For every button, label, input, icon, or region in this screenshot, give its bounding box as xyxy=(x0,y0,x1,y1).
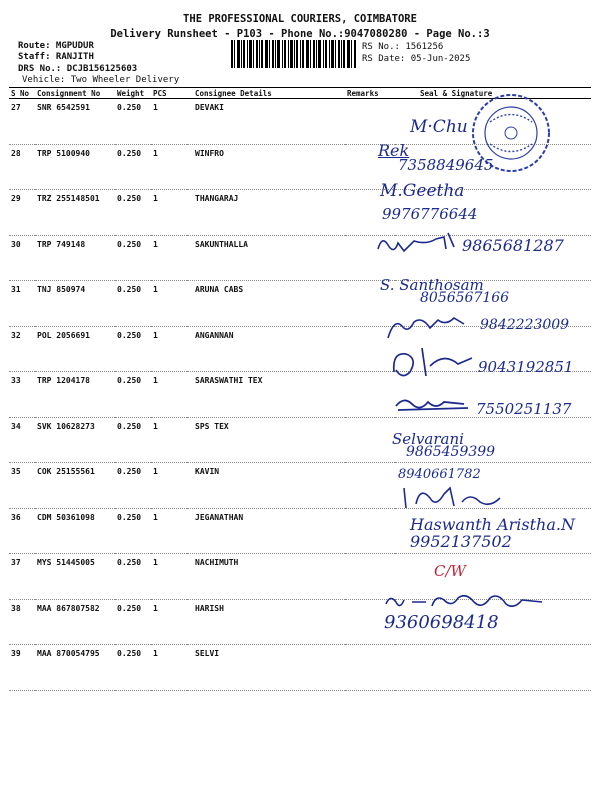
row-consignee: SELVI xyxy=(187,645,345,691)
row-consignee: DEVAKI xyxy=(187,99,345,145)
row-consignee: NACHIMUTH xyxy=(187,554,345,600)
scribbled-signature xyxy=(382,590,552,614)
row-weight: 0.250 xyxy=(115,599,151,645)
scribbled-signature xyxy=(400,484,520,512)
drs-label: DRS No.: DCJB156125603 xyxy=(18,64,138,74)
handwritten-phone: 9865681287 xyxy=(462,236,564,255)
row-sno: 28 xyxy=(9,144,35,190)
handwritten-phone: 8056567166 xyxy=(420,290,510,306)
row-consignment: POL 2056691 xyxy=(35,326,115,372)
route-label: Route: MGPUDUR xyxy=(18,41,94,51)
handwritten-phone: 8940661782 xyxy=(398,467,481,482)
row-sno: 33 xyxy=(9,372,35,418)
row-consignment: TRZ 255148501 xyxy=(35,190,115,236)
row-sno: 27 xyxy=(9,99,35,145)
handwritten-phone: 9976776644 xyxy=(382,205,478,223)
row-sno: 36 xyxy=(9,508,35,554)
col-remarks: Remarks xyxy=(345,88,395,99)
row-sno: 30 xyxy=(9,235,35,281)
row-weight: 0.250 xyxy=(115,281,151,327)
runsheet-subtitle: Delivery Runsheet - P103 - Phone No.:9047080280 - Page No.:3 xyxy=(110,28,490,40)
row-weight: 0.250 xyxy=(115,554,151,600)
row-remarks xyxy=(345,645,395,691)
col-pcs: PCS xyxy=(151,88,187,99)
handwritten-signature: M.Geetha xyxy=(380,181,465,201)
row-consignee: HARISH xyxy=(187,599,345,645)
row-pcs: 1 xyxy=(151,281,187,327)
row-pcs: 1 xyxy=(151,99,187,145)
row-pcs: 1 xyxy=(151,190,187,236)
handwritten-phone: 9043192851 xyxy=(478,358,574,376)
table-row xyxy=(9,645,591,691)
row-consignment: SVK 10628273 xyxy=(35,417,115,463)
row-signature xyxy=(395,645,591,691)
handwritten-signature: S. Santhosam xyxy=(380,276,484,294)
row-consignee: SPS TEX xyxy=(187,417,345,463)
row-weight: 0.250 xyxy=(115,417,151,463)
row-weight: 0.250 xyxy=(115,99,151,145)
row-pcs: 1 xyxy=(151,554,187,600)
handwritten-remark: C/W xyxy=(434,562,466,580)
row-consignment: SNR 6542591 xyxy=(35,99,115,145)
barcode xyxy=(230,40,357,68)
row-remarks xyxy=(345,417,395,463)
row-consignee: THANGARAJ xyxy=(187,190,345,236)
row-pcs: 1 xyxy=(151,144,187,190)
row-consignment: MAA 870054795 xyxy=(35,645,115,691)
vehicle-label: Vehicle: Two Wheeler Delivery xyxy=(22,75,180,85)
col-signature: Seal & Signature xyxy=(395,88,591,99)
row-consignment: MAA 867807582 xyxy=(35,599,115,645)
handwritten-phone: 9842223009 xyxy=(480,317,570,333)
scribbled-signature xyxy=(388,342,478,382)
table-row xyxy=(9,190,591,236)
handwritten-phone: 9360698418 xyxy=(384,612,499,633)
row-sno: 34 xyxy=(9,417,35,463)
row-remarks xyxy=(345,99,395,145)
col-sno: S No xyxy=(9,88,35,99)
row-consignment: TRP 5100940 xyxy=(35,144,115,190)
scribbled-signature xyxy=(394,394,472,414)
row-consignment: MYS 51445005 xyxy=(35,554,115,600)
company-title: THE PROFESSIONAL COURIERS, COIMBATORE xyxy=(183,13,417,25)
rs-date: RS Date: 05-Jun-2025 xyxy=(362,54,471,64)
table-row xyxy=(9,417,591,463)
row-consignment: TRP 1204178 xyxy=(35,372,115,418)
row-pcs: 1 xyxy=(151,463,187,509)
row-pcs: 1 xyxy=(151,417,187,463)
row-sno: 31 xyxy=(9,281,35,327)
row-pcs: 1 xyxy=(151,645,187,691)
row-consignee: ARUNA CABS xyxy=(187,281,345,327)
row-consignee: JEGANATHAN xyxy=(187,508,345,554)
handwritten-phone: 9952137502 xyxy=(410,532,512,551)
row-remarks xyxy=(345,508,395,554)
row-consignee: WINFRO xyxy=(187,144,345,190)
row-pcs: 1 xyxy=(151,235,187,281)
row-pcs: 1 xyxy=(151,372,187,418)
row-weight: 0.250 xyxy=(115,463,151,509)
row-pcs: 1 xyxy=(151,599,187,645)
staff-label: Staff: RANJITH xyxy=(18,52,94,62)
row-weight: 0.250 xyxy=(115,645,151,691)
row-weight: 0.250 xyxy=(115,372,151,418)
scribbled-signature xyxy=(384,312,474,346)
row-sno: 38 xyxy=(9,599,35,645)
handwritten-signature: M·Chu xyxy=(410,117,468,137)
row-consignment: CDM 50361098 xyxy=(35,508,115,554)
handwritten-signature: Rek xyxy=(378,141,410,160)
row-sno: 29 xyxy=(9,190,35,236)
row-sno: 35 xyxy=(9,463,35,509)
row-weight: 0.250 xyxy=(115,235,151,281)
row-consignment: COK 25155561 xyxy=(35,463,115,509)
handwritten-phone: 9865459399 xyxy=(406,444,496,460)
row-weight: 0.250 xyxy=(115,144,151,190)
row-weight: 0.250 xyxy=(115,190,151,236)
col-consignee: Consignee Details xyxy=(187,88,345,99)
row-pcs: 1 xyxy=(151,326,187,372)
row-weight: 0.250 xyxy=(115,508,151,554)
rs-number: RS No.: 1561256 xyxy=(362,42,444,52)
handwritten-phone: 7358849645 xyxy=(398,156,494,174)
handwritten-signature: Selvarani xyxy=(392,430,464,448)
row-consignee: ANGANNAN xyxy=(187,326,345,372)
row-remarks xyxy=(345,463,395,509)
row-sno: 39 xyxy=(9,645,35,691)
row-consignment: TRP 749148 xyxy=(35,235,115,281)
col-consignment: Consignment No xyxy=(35,88,115,99)
handwritten-signature: Haswanth Aristha.N xyxy=(410,515,575,534)
row-sno: 37 xyxy=(9,554,35,600)
row-pcs: 1 xyxy=(151,508,187,554)
handwritten-phone: 7550251137 xyxy=(476,400,572,418)
col-weight: Weight xyxy=(115,88,151,99)
row-consignee: SARASWATHI TEX xyxy=(187,372,345,418)
row-weight: 0.250 xyxy=(115,326,151,372)
row-consignee: SAKUNTHALLA xyxy=(187,235,345,281)
row-sno: 32 xyxy=(9,326,35,372)
row-consignment: TNJ 850974 xyxy=(35,281,115,327)
scribbled-signature xyxy=(374,229,458,259)
row-consignee: KAVIN xyxy=(187,463,345,509)
